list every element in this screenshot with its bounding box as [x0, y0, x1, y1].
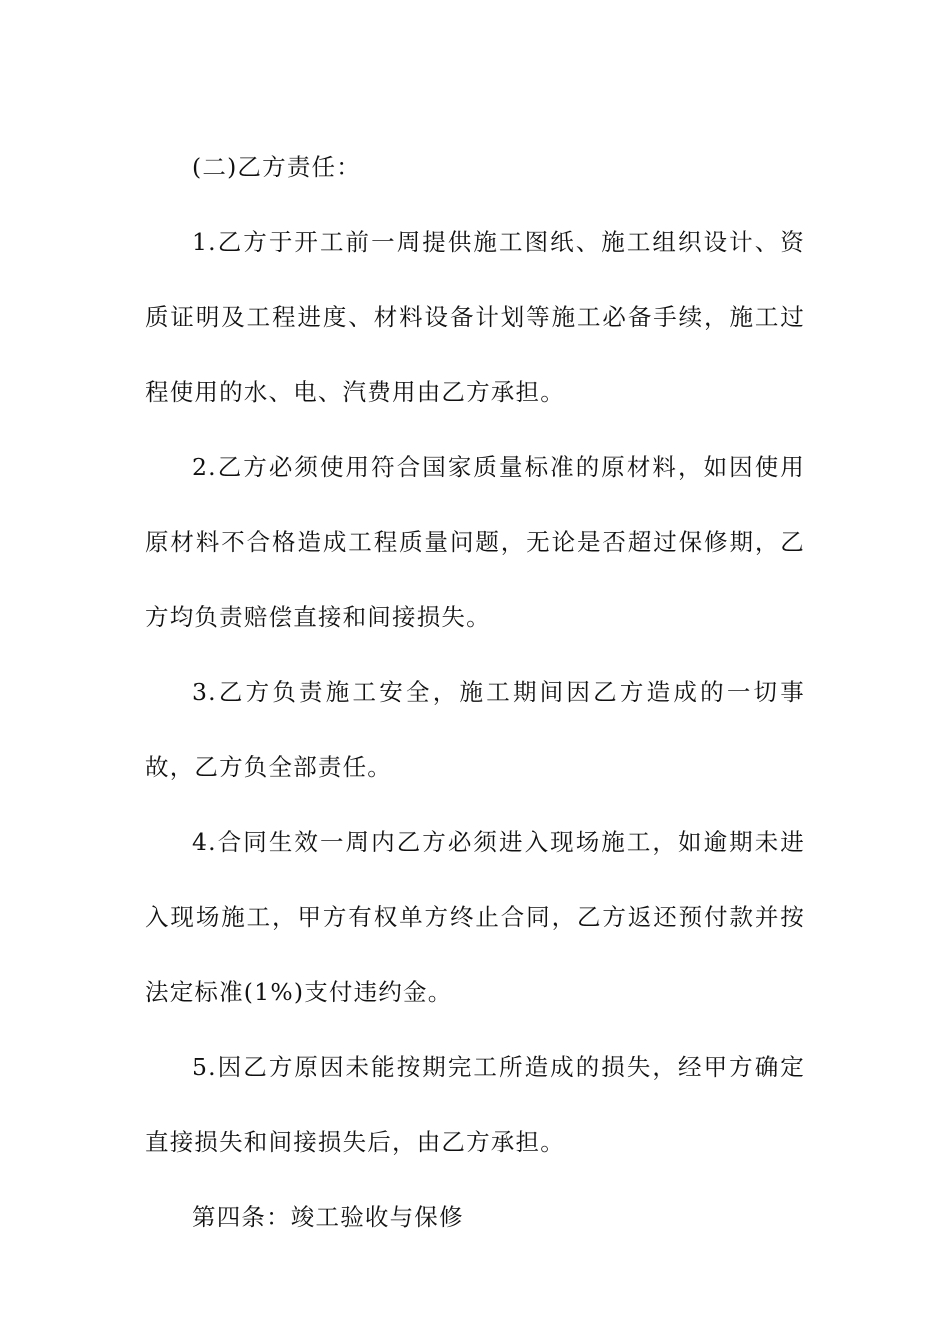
clause-1-paragraph: 1.乙方于开工前一周提供施工图纸、施工组织设计、资质证明及工程进度、材料设备计划等施工必备手续，施工过程使用的水、电、汽费用由乙方承担。 [145, 228, 805, 406]
clause-4-paragraph: 4.合同生效一周内乙方必须进入现场施工，如逾期未进入现场施工，甲方有权单方终止合同，乙方返还预付款并按法定标准(1%)支付违约金。 [145, 828, 805, 1006]
clause-5-paragraph: 5.因乙方原因未能按期完工所造成的损失，经甲方确定直接损失和间接损失后，由乙方承担。 [145, 1053, 805, 1156]
document-page [145, 130, 805, 1255]
article-4-heading: 第四条：竣工验收与保修 [192, 1203, 464, 1231]
section-heading-party-b-responsibilities: (二)乙方责任： [192, 153, 361, 181]
clause-2-paragraph: 2.乙方必须使用符合国家质量标准的原材料，如因使用原材料不合格造成工程质量问题，无论是否超过保修期，乙方均负责赔偿直接和间接损失。 [145, 453, 805, 631]
clause-3-paragraph: 3.乙方负责施工安全，施工期间因乙方造成的一切事故，乙方负全部责任。 [145, 678, 805, 781]
